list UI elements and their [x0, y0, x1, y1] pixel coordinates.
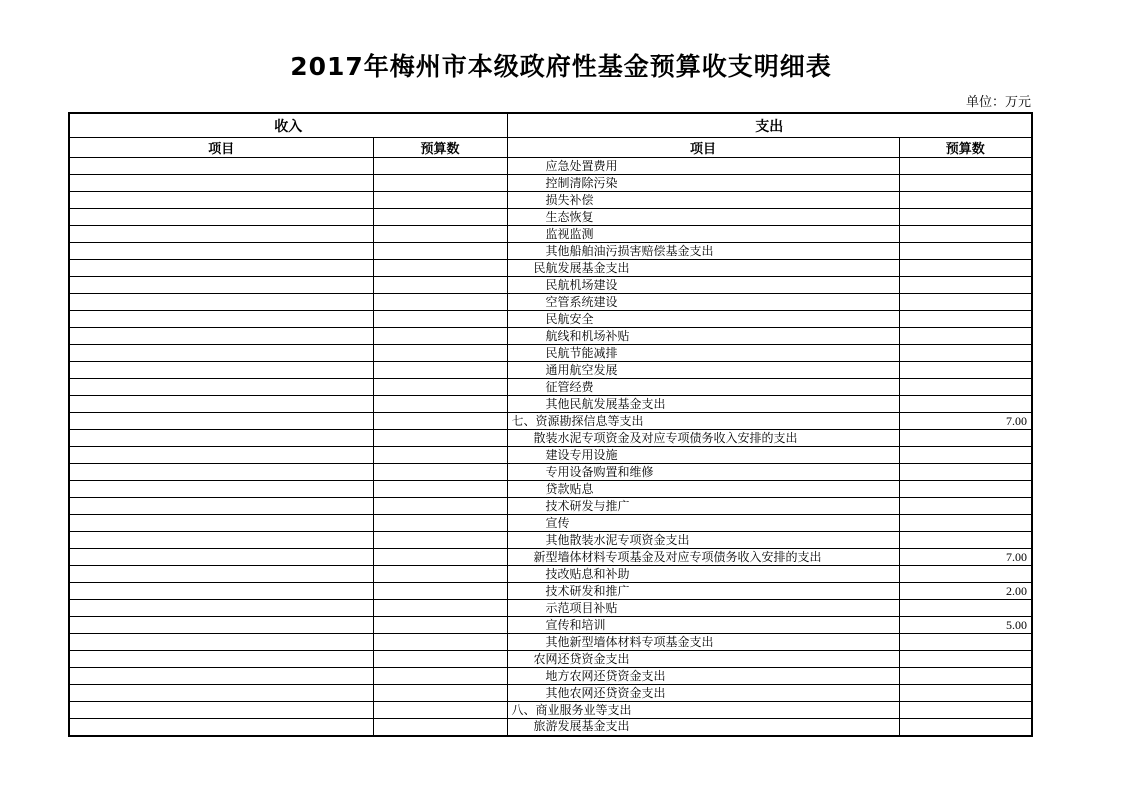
- table-row: [69, 345, 1032, 362]
- expense-budget-cell: [899, 498, 1032, 515]
- income-item-cell: [69, 413, 373, 430]
- expense-budget-cell: [899, 362, 1032, 379]
- expense-budget-cell: [899, 566, 1032, 583]
- income-item-cell: [69, 328, 373, 345]
- income-item-cell: [69, 617, 373, 634]
- income-item-cell: [69, 209, 373, 226]
- expense-item-cell: 八、商业服务业等支出: [507, 702, 899, 719]
- expense-item-cell: 其他散装水泥专项资金支出: [507, 532, 899, 549]
- income-budget-cell: [373, 481, 507, 498]
- income-item-cell: [69, 243, 373, 260]
- table-row: [69, 532, 1032, 549]
- table-row: [69, 362, 1032, 379]
- income-budget-cell: [373, 175, 507, 192]
- expense-budget-cell: [899, 175, 1032, 192]
- income-budget-cell: [373, 192, 507, 209]
- income-budget-cell: [373, 719, 507, 736]
- income-item-cell: [69, 532, 373, 549]
- table-row: [69, 464, 1032, 481]
- expense-item-cell: 民航安全: [507, 311, 899, 328]
- expense-item-cell: 地方农网还贷资金支出: [507, 668, 899, 685]
- income-item-cell: [69, 481, 373, 498]
- income-item-cell: [69, 396, 373, 413]
- budget-table: [68, 112, 1033, 737]
- income-item-cell: [69, 158, 373, 175]
- expense-budget-column-header: 预算数: [899, 138, 1032, 158]
- income-budget-cell: [373, 430, 507, 447]
- income-item-cell: [69, 515, 373, 532]
- income-budget-cell: [373, 617, 507, 634]
- income-budget-cell: [373, 685, 507, 702]
- income-item-cell: [69, 583, 373, 600]
- table-row: [69, 396, 1032, 413]
- table-row: [69, 566, 1032, 583]
- expense-budget-cell: 5.00: [899, 617, 1032, 634]
- income-budget-cell: [373, 311, 507, 328]
- expense-budget-cell: [899, 719, 1032, 736]
- expense-budget-cell: [899, 396, 1032, 413]
- income-item-cell: [69, 498, 373, 515]
- expense-budget-cell: [899, 447, 1032, 464]
- expense-budget-cell: [899, 634, 1032, 651]
- expense-item-cell: 损失补偿: [507, 192, 899, 209]
- expense-item-cell: 宣传和培训: [507, 617, 899, 634]
- expense-item-cell: 应急处置费用: [507, 158, 899, 175]
- table-row: [69, 311, 1032, 328]
- expense-budget-cell: [899, 277, 1032, 294]
- income-item-cell: [69, 651, 373, 668]
- income-budget-cell: [373, 549, 507, 566]
- expense-budget-cell: [899, 464, 1032, 481]
- income-budget-cell: [373, 566, 507, 583]
- expense-budget-cell: [899, 192, 1032, 209]
- expense-budget-cell: 2.00: [899, 583, 1032, 600]
- expense-item-cell: 其他农网还贷资金支出: [507, 685, 899, 702]
- income-item-cell: [69, 430, 373, 447]
- table-row: [69, 277, 1032, 294]
- expense-item-cell: 新型墙体材料专项基金及对应专项债务收入安排的支出: [507, 549, 899, 566]
- income-budget-cell: [373, 277, 507, 294]
- income-item-cell: [69, 685, 373, 702]
- table-row: [69, 634, 1032, 651]
- expense-budget-cell: [899, 668, 1032, 685]
- table-row: [69, 481, 1032, 498]
- expense-item-cell: 民航节能减排: [507, 345, 899, 362]
- table-row: [69, 651, 1032, 668]
- expense-budget-cell: [899, 379, 1032, 396]
- income-item-cell: [69, 549, 373, 566]
- income-item-cell: [69, 566, 373, 583]
- income-item-cell: [69, 226, 373, 243]
- expense-budget-cell: [899, 345, 1032, 362]
- expense-item-cell: 其他新型墙体材料专项基金支出: [507, 634, 899, 651]
- expense-budget-cell: [899, 158, 1032, 175]
- income-item-cell: [69, 379, 373, 396]
- income-budget-cell: [373, 260, 507, 277]
- expense-budget-cell: [899, 651, 1032, 668]
- expense-item-cell: 民航机场建设: [507, 277, 899, 294]
- income-budget-cell: [373, 345, 507, 362]
- income-item-cell: [69, 192, 373, 209]
- expense-budget-cell: [899, 685, 1032, 702]
- income-budget-cell: [373, 226, 507, 243]
- income-item-column-header: 项目: [69, 138, 373, 158]
- income-budget-cell: [373, 362, 507, 379]
- expense-item-cell: 技术研发与推广: [507, 498, 899, 515]
- table-row: [69, 430, 1032, 447]
- expense-item-cell: 控制清除污染: [507, 175, 899, 192]
- income-item-cell: [69, 294, 373, 311]
- table-row: [69, 209, 1032, 226]
- income-item-cell: [69, 719, 373, 736]
- expense-item-cell: 专用设备购置和维修: [507, 464, 899, 481]
- expense-item-cell: 通用航空发展: [507, 362, 899, 379]
- table-row: [69, 685, 1032, 702]
- expense-item-cell: 征管经费: [507, 379, 899, 396]
- expense-item-cell: 旅游发展基金支出: [507, 719, 899, 736]
- income-budget-cell: [373, 532, 507, 549]
- expense-item-cell: 民航发展基金支出: [507, 260, 899, 277]
- section-header-row: [69, 113, 1032, 138]
- income-budget-cell: [373, 294, 507, 311]
- expense-item-cell: 贷款贴息: [507, 481, 899, 498]
- page-title: 2017年梅州市本级政府性基金预算收支明细表: [290, 52, 832, 81]
- expense-item-cell: 农网还贷资金支出: [507, 651, 899, 668]
- table-row: [69, 175, 1032, 192]
- income-budget-cell: [373, 243, 507, 260]
- expense-item-cell: 监视监测: [507, 226, 899, 243]
- table-row: [69, 192, 1032, 209]
- income-item-cell: [69, 362, 373, 379]
- expense-budget-cell: [899, 600, 1032, 617]
- expense-item-cell: 技改贴息和补助: [507, 566, 899, 583]
- income-budget-cell: [373, 498, 507, 515]
- expense-budget-cell: [899, 702, 1032, 719]
- income-item-cell: [69, 175, 373, 192]
- expense-budget-cell: [899, 311, 1032, 328]
- table-row: [69, 447, 1032, 464]
- income-item-cell: [69, 447, 373, 464]
- table-row: [69, 294, 1032, 311]
- income-item-cell: [69, 277, 373, 294]
- income-budget-cell: [373, 651, 507, 668]
- income-item-cell: [69, 634, 373, 651]
- income-budget-cell: [373, 515, 507, 532]
- table-row: [69, 243, 1032, 260]
- table-row: [69, 498, 1032, 515]
- table-row: [69, 600, 1032, 617]
- expense-item-column-header: 项目: [507, 138, 899, 158]
- expense-budget-cell: [899, 243, 1032, 260]
- income-section-header: 收入: [69, 113, 507, 138]
- expense-budget-cell: [899, 260, 1032, 277]
- expense-budget-cell: [899, 481, 1032, 498]
- income-item-cell: [69, 702, 373, 719]
- income-item-cell: [69, 260, 373, 277]
- expense-budget-cell: 7.00: [899, 549, 1032, 566]
- table-row: [69, 515, 1032, 532]
- expense-budget-cell: [899, 226, 1032, 243]
- table-row: [69, 719, 1032, 736]
- income-budget-cell: [373, 396, 507, 413]
- income-budget-cell: [373, 158, 507, 175]
- income-budget-cell: [373, 328, 507, 345]
- income-budget-cell: [373, 583, 507, 600]
- table-row: [69, 260, 1032, 277]
- income-budget-cell: [373, 600, 507, 617]
- table-body: [69, 158, 1032, 736]
- expense-item-cell: 七、资源勘探信息等支出: [507, 413, 899, 430]
- income-budget-column-header: 预算数: [373, 138, 507, 158]
- income-item-cell: [69, 600, 373, 617]
- unit-label: 单位：万元: [965, 94, 1031, 109]
- income-budget-cell: [373, 702, 507, 719]
- table-row: [69, 583, 1032, 600]
- expense-item-cell: 建设专用设施: [507, 447, 899, 464]
- income-item-cell: [69, 464, 373, 481]
- expense-budget-cell: [899, 294, 1032, 311]
- expense-item-cell: 其他民航发展基金支出: [507, 396, 899, 413]
- table-row: [69, 617, 1032, 634]
- table-row: [69, 379, 1032, 396]
- expense-item-cell: 示范项目补贴: [507, 600, 899, 617]
- expense-budget-cell: [899, 532, 1032, 549]
- income-item-cell: [69, 668, 373, 685]
- expense-item-cell: 宣传: [507, 515, 899, 532]
- table-row: [69, 702, 1032, 719]
- income-budget-cell: [373, 634, 507, 651]
- expense-budget-cell: [899, 515, 1032, 532]
- table-row: [69, 413, 1032, 430]
- expense-budget-cell: [899, 328, 1032, 345]
- income-budget-cell: [373, 447, 507, 464]
- income-item-cell: [69, 345, 373, 362]
- table-row: [69, 668, 1032, 685]
- expense-item-cell: 技术研发和推广: [507, 583, 899, 600]
- income-budget-cell: [373, 413, 507, 430]
- expense-budget-cell: [899, 209, 1032, 226]
- table-row: [69, 226, 1032, 243]
- table-row: [69, 549, 1032, 566]
- expense-item-cell: 空管系统建设: [507, 294, 899, 311]
- table-row: [69, 158, 1032, 175]
- table-row: [69, 328, 1032, 345]
- income-budget-cell: [373, 668, 507, 685]
- column-header-row: [69, 138, 1032, 158]
- expense-item-cell: 散装水泥专项资金及对应专项债务收入安排的支出: [507, 430, 899, 447]
- expense-item-cell: 航线和机场补贴: [507, 328, 899, 345]
- expense-section-header: 支出: [507, 113, 1032, 138]
- income-budget-cell: [373, 464, 507, 481]
- expense-item-cell: 生态恢复: [507, 209, 899, 226]
- income-item-cell: [69, 311, 373, 328]
- expense-item-cell: 其他船舶油污损害赔偿基金支出: [507, 243, 899, 260]
- expense-budget-cell: 7.00: [899, 413, 1032, 430]
- income-budget-cell: [373, 379, 507, 396]
- expense-budget-cell: [899, 430, 1032, 447]
- income-budget-cell: [373, 209, 507, 226]
